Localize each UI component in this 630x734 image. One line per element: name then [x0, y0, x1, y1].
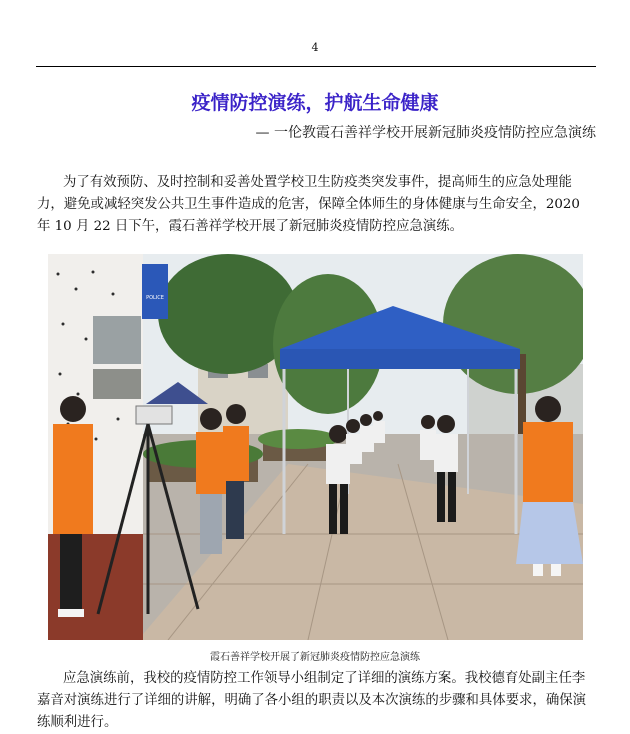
paragraph-intro: 为了有效预防、及时控制和妥善处置学校卫生防疫类突发事件，提高师生的应急处理能力，避免或减轻突发公共卫生事件造成的危害，保障全体师生的身体健康与生命安全，2020 年 10 月 22 日下午，霞石善祥学校开展了新冠肺炎疫情防控应急演练。	[37, 175, 580, 234]
teacher-right	[516, 396, 583, 576]
photo-caption: 霞石善祥学校开展了新冠肺炎疫情防控应急演练	[210, 652, 420, 663]
police-sign	[142, 264, 168, 319]
article-subtitle: — 一伦教霞石善祥学校开展新冠肺炎疫情防控应急演练	[255, 125, 596, 141]
header-rule	[36, 66, 596, 67]
article-title: 疫情防控演练，护航生命健康	[191, 92, 439, 114]
paragraph-preparation: 应急演练前，我校的疫情防控工作领导小组制定了详细的演练方案。我校德育处副主任李嘉音对演练进行了详细的讲解，明确了各小组的职责以及本次演练的步骤和具体要求，确保演练顺利进行。	[37, 671, 587, 730]
page-number: 4	[311, 41, 319, 54]
tent-valance	[280, 349, 520, 369]
drill-photo	[48, 254, 583, 640]
wall-plaque	[93, 316, 141, 364]
police-sign-text: POLICE	[146, 295, 164, 301]
